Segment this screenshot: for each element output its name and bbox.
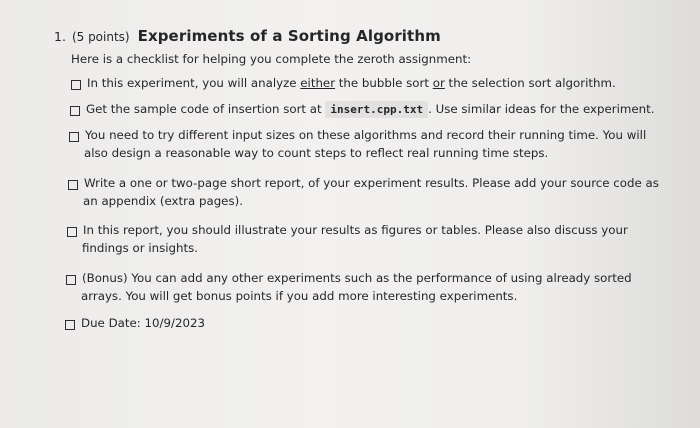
due-date: Due Date: 10/9/2023 — [81, 316, 205, 330]
text-segment: the selection sort algorithm. — [444, 76, 616, 90]
checkbox[interactable] — [70, 106, 80, 116]
text-segment: Get the sample code of insertion sort at — [86, 102, 326, 116]
text-segment: . Use similar ideas for the experiment. — [428, 102, 655, 116]
checkbox[interactable] — [68, 180, 78, 190]
text-segment: In this experiment, you will analyze — [87, 76, 301, 90]
question-title: Experiments of a Sorting Algorithm — [137, 27, 441, 45]
text-segment: the bubble sort — [335, 76, 433, 90]
checkbox[interactable] — [67, 227, 77, 237]
checklist-intro: Here is a checklist for helping you complete the zeroth assignment: — [71, 52, 472, 66]
code-filename: insert.cpp.txt — [325, 101, 428, 118]
underlined-word: either — [300, 76, 336, 90]
checkbox[interactable] — [65, 320, 75, 330]
underlined-word: or — [432, 76, 445, 90]
checkbox[interactable] — [71, 80, 81, 90]
checklist-item-line: Write a one or two-page short report, of your experiment results. Please add your source code as — [84, 176, 659, 190]
checklist-item-line: also design a reasonable way to count steps to reflect real running time steps. — [84, 146, 549, 160]
question-heading — [54, 27, 441, 45]
checklist-item-line: findings or insights. — [82, 241, 199, 255]
checklist-item-text — [86, 102, 654, 116]
checklist-item-text — [87, 76, 616, 90]
checklist-item-line: an appendix (extra pages). — [83, 194, 243, 208]
checklist-item-line: In this report, you should illustrate your results as figures or tables. Please also discuss your — [83, 223, 628, 237]
question-number: 1. — [54, 29, 66, 44]
checkbox[interactable] — [69, 132, 79, 142]
checklist-item-line: You need to try different input sizes on these algorithms and record their running time. You will — [85, 128, 647, 142]
question-points: (5 points) — [71, 30, 130, 44]
checkbox[interactable] — [66, 275, 76, 285]
checklist-item-line: arrays. You will get bonus points if you add more interesting experiments. — [81, 289, 518, 303]
checklist-item-line: (Bonus) You can add any other experiments such as the performance of using already sorted — [82, 271, 632, 285]
